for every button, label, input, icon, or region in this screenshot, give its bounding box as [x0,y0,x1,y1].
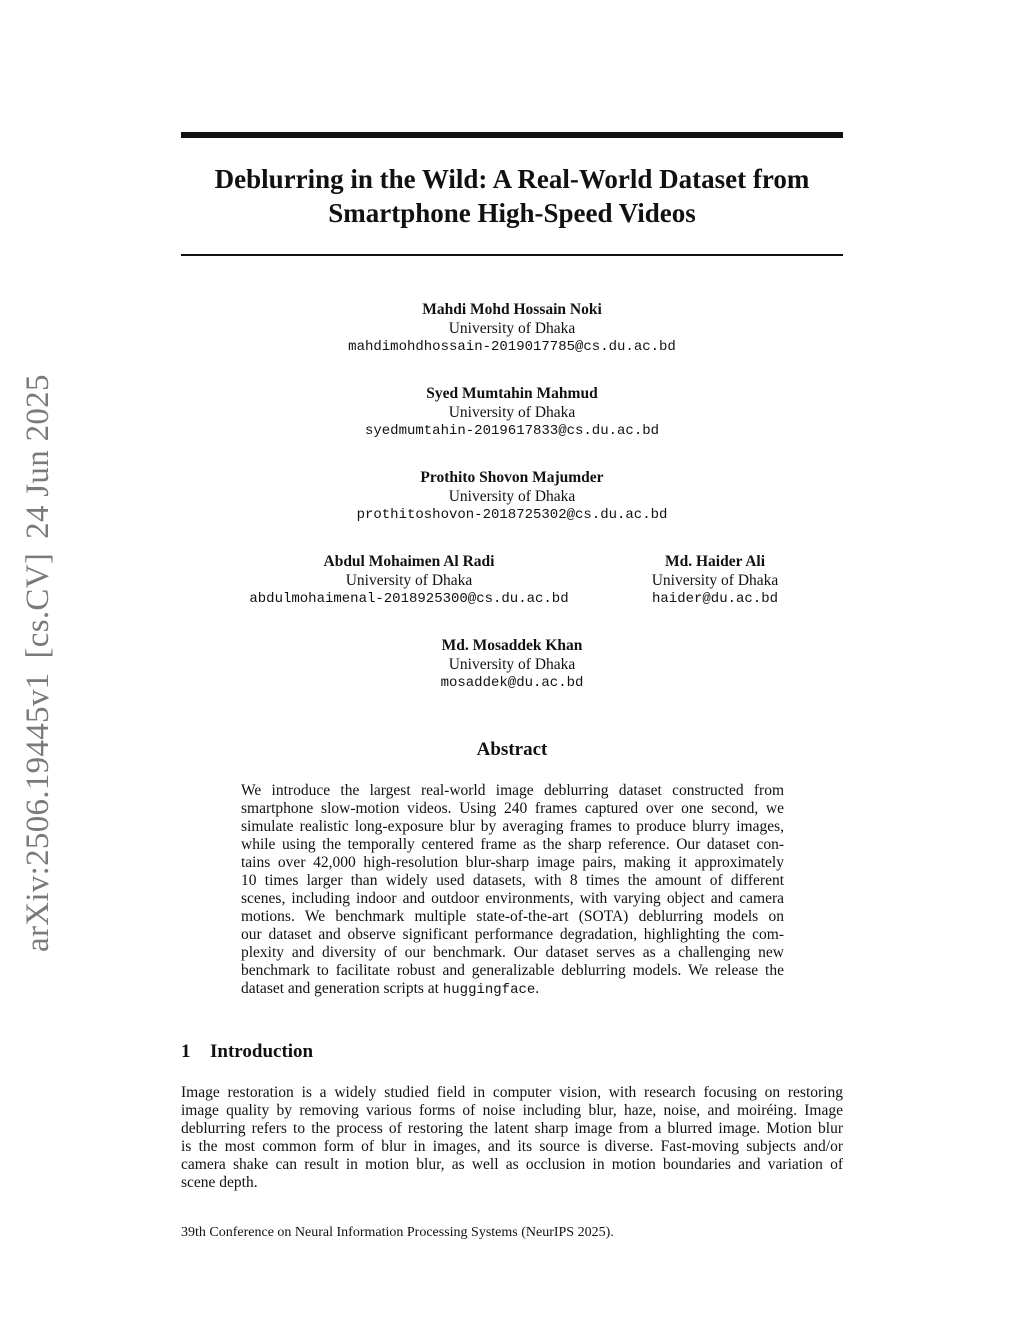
abstract-line: smartphone slow-motion videos. Using 240 frames captured over one second, we [241,800,784,817]
introduction-body [181,1084,843,1192]
abstract-line: motions. We benchmark multiple state-of-the-art (SOTA) deblurring models on [241,908,784,925]
author-affiliation: University of Dhaka [448,404,576,421]
author-name: Md. Haider Ali [664,553,766,570]
author-block [228,552,590,609]
author-block [262,384,762,441]
author-name: Prothito Shovon Majumder [420,469,604,486]
author-name: Syed Mumtahin Mahmud [426,385,598,402]
abstract-last-line-suffix: . [535,980,540,997]
abstract-line: tains over 42,000 high-resolution blur-sharp image pairs, making it approximately [241,854,784,871]
section-number: 1 [181,1041,191,1062]
abstract-body [241,782,784,999]
author-email[interactable]: mosaddek@du.ac.bd [440,675,584,691]
intro-line: camera shake can result in motion blur, as well as occlusion in motion boundaries and variation of [181,1156,843,1173]
intro-line: deblurring refers to the process of restoring the latent sharp image from a blurred image. Motion blur [181,1120,843,1137]
conference-footnote: 39th Conference on Neural Information Processing Systems (NeurIPS 2025). [181,1225,614,1240]
abstract-last-line [241,980,784,999]
title-line-2: Smartphone High-Speed Videos [328,198,696,228]
author-affiliation: University of Dhaka [448,320,576,337]
title-line-1: Deblurring in the Wild: A Real-World Dataset from [214,164,810,194]
author-block [262,636,762,693]
author-email[interactable]: haider@du.ac.bd [651,591,779,607]
abstract-last-line-prefix: dataset and generation scripts at [241,980,443,997]
abstract-heading: Abstract [476,739,548,760]
author-email[interactable]: abdulmohaimenal-2018925300@cs.du.ac.bd [249,591,569,607]
author-block [632,552,798,609]
abstract-line: scenes, including indoor and outdoor environments, with varying object and camera [241,890,784,907]
paper-title [181,162,843,230]
title-rule-top [181,132,843,138]
author-block [262,468,762,525]
huggingface-link[interactable]: huggingface [442,982,536,998]
intro-line: image quality by removing various forms of noise including blur, haze, noise, and moiréing. Image [181,1102,843,1119]
author-affiliation: University of Dhaka [651,572,779,589]
abstract-line: benchmark to facilitate robust and generalizable deblurring models. We release the [241,962,784,979]
abstract-line: plexity and diversity of our benchmark. Our dataset serves as a challenging new [241,944,784,961]
intro-line: is the most common form of blur in images, and its source is diverse. Fast-moving subjects and/or [181,1138,843,1155]
abstract-line: simulate realistic long-exposure blur by averaging frames to produce blurry images, [241,818,784,835]
abstract-line: We introduce the largest real-world image deblurring dataset constructed from [241,782,784,799]
author-block [262,300,762,357]
author-name: Md. Mosaddek Khan [441,637,583,654]
author-email[interactable]: prothitoshovon-2018725302@cs.du.ac.bd [356,507,668,523]
arxiv-id: arXiv:2506.19445v1 [20,672,56,952]
abstract-line: while using the temporally centered frame as the sharp reference. Our dataset con- [241,836,784,853]
author-affiliation: University of Dhaka [448,488,576,505]
arxiv-date: 24 Jun 2025 [20,374,56,539]
author-email[interactable]: mahdimohdhossain-2019017785@cs.du.ac.bd [348,339,676,355]
title-rule-bottom [181,254,843,256]
abstract-line: 10 times larger than widely used datasets, with 8 times the amount of different [241,872,784,889]
author-name: Abdul Mohaimen Al Radi [323,553,495,570]
author-email[interactable]: syedmumtahin-2019617833@cs.du.ac.bd [364,423,660,439]
author-name: Mahdi Mohd Hossain Noki [422,301,602,318]
author-affiliation: University of Dhaka [448,656,576,673]
arxiv-category: [cs.CV] [20,552,56,659]
arxiv-watermark [18,374,58,952]
intro-line: Image restoration is a widely studied field in computer vision, with research focusing on restoring [181,1084,843,1101]
section-heading-introduction [181,1040,313,1064]
section-title: Introduction [210,1041,314,1062]
abstract-line: our dataset and observe significant performance degradation, highlighting the com- [241,926,784,943]
author-affiliation: University of Dhaka [345,572,473,589]
intro-line: scene depth. [181,1174,258,1191]
